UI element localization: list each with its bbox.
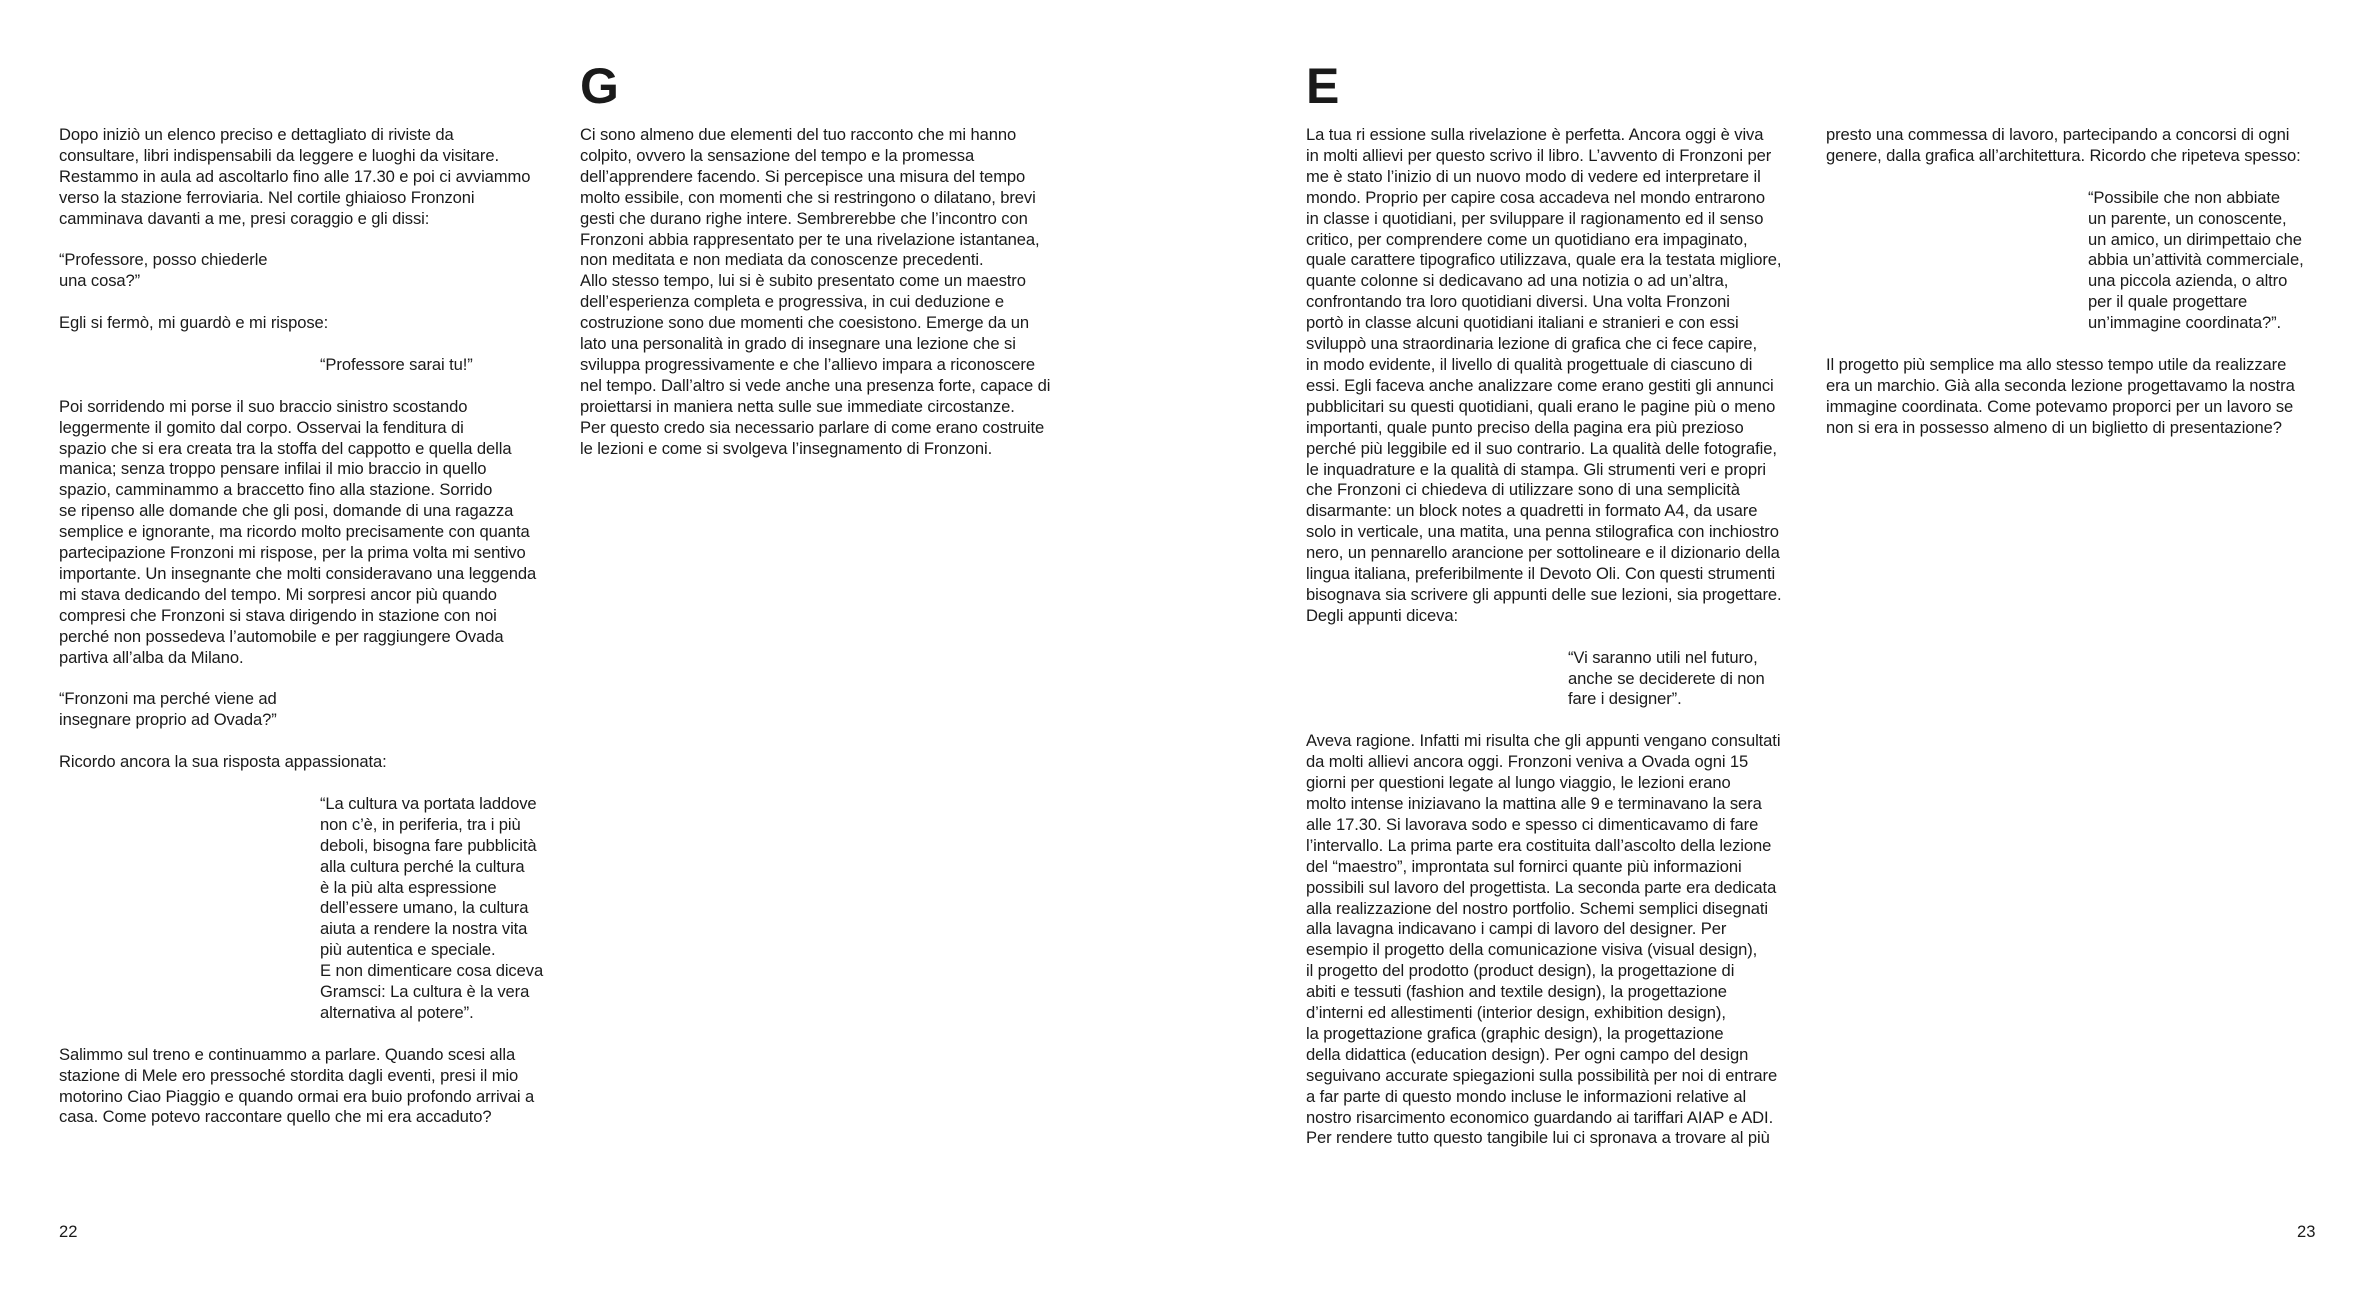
left-page-column-2 (580, 125, 1080, 480)
paragraph: presto una commessa di lavoro, partecipando a concorsi di ogni genere, dalla grafica all’architettura. Ricordo che ripeteva spesso: (1826, 125, 2301, 165)
paragraph: Il progetto più semplice ma allo stesso tempo utile da realizzare era un marchio. Già alla seconda lezione progettavamo la nostra immagine coordinata. Come potevamo proporci per un lavoro se non si era in possesso almeno di un biglietto di presentazione? (1826, 354, 2295, 437)
right-page-column-2 (1826, 125, 2326, 459)
paragraph: Ci sono almeno due elementi del tuo racconto che mi hanno colpito, ovvero la sensazione del tempo e la promessa dell’apprendere facendo. Si percepisce una misura del tempo molto essibile, con momenti che si restringono o dilatano, brevi gesti che durano righe intere. Sembrerebbe che l’incontro con Fronzoni abbia rappresentato per te una rivelazione istantanea, non meditata e non mediata da conoscenze precedenti. Allo stesso tempo, lui si è subito presentato come un maestro dell’esperienza completa e progressiva, in cui deduzione e costruzione sono due momenti che coesistono. Emerge da un lato una personalità in grado di insegnare una lezione che si sviluppa progressivamente e che l’allievo impara a riconoscere nel tempo. Dall’altro si vede anche una presenza forte, capace di proiettarsi in maniera netta sulle sue immediate circostanze. Per questo credo sia necessario parlare di come erano costruite le lezioni e come si svolgeva l’insegnamento di Fronzoni. (580, 125, 1051, 458)
paragraph: Poi sorridendo mi porse il suo braccio sinistro scostando leggermente il gomito dal corpo. Osservai la fenditura di spazio che si era creata tra la stoffa del cappotto e quella della manica; senza troppo pensare infilai il mio braccio in quello spazio, camminammo a braccetto fino alla stazione. Sorrido se ripenso alle domande che gli posi, domande di una ragazza semplice e ignorante, ma ricordo molto precisamente con quanta partecipazione Fronzoni mi rispose, per la prima volta mi sentivo importante. Un insegnante che molti consideravano una leggenda mi stava dedicando del tempo. Mi sorpresi ancor più quando compresi che Fronzoni si stava dirigendo in stazione con noi perché non possedeva l’automobile e per raggiungere Ovada partiva all’alba da Milano. (59, 396, 537, 667)
section-letter: G (580, 58, 619, 114)
paragraph: Dopo iniziò un elenco preciso e dettagliato di riviste da consultare, libri indispensabili da leggere e luoghi da visitare. Restammo in aula ad ascoltarlo fino alle 17.30 e poi ci avviammo verso la stazione ferroviaria. Nel cortile ghiaioso Fronzoni camminava davanti a me, presi coraggio e gli dissi: (59, 125, 531, 228)
paragraph: Salimmo sul treno e continuammo a parlare. Quando scesi alla stazione di Mele ero pressoché stordita dagli eventi, presi il mio motorino Ciao Piaggio e quando ormai era buio profondo arrivai a casa. Come potevo raccontare quello che mi era accaduto? (59, 1044, 535, 1127)
section-letter: E (1306, 58, 1340, 114)
paragraph: Aveva ragione. Infatti mi risulta che gli appunti vengano consultati da molti allievi ancora oggi. Fronzoni veniva a Ovada ogni 15 giorni per questioni legate al lungo viaggio, le lezioni erano molto intense iniziavano la mattina alle 9 e terminavano la sera alle 17.30. Si lavorava sodo e spesso ci dimenticavamo di fare l’intervallo. La prima parte era costituita dall’ascolto della lezione del “maestro”, improntata sul fornirci quante più informazioni possibili sul lavoro del progettista. La seconda parte era dedicata alla realizzazione del nostro portfolio. Schemi semplici disegnati alla lavagna indicavano i campi di lavoro del designer. Per esempio il progetto della comunicazione visiva (visual design), il progetto del prodotto (product design), la progettazione di abiti e tessuti (fashion and textile design), la progettazione d’interni ed allestimenti (interior design, exhibition design), la progettazione grafica (graphic design), la progettazione della didattica (education design). Per ogni campo del design seguivano accurate spiegazioni sulla possibilità per noi di entrare a far parte di questo mondo incluse le informazioni relative al nostro risarcimento economico guardando ai tariffari AIAP e ADI. Per rendere tutto questo tangibile lui ci spronava a trovare al più (1306, 731, 1781, 1148)
page-number: 23 (2297, 1222, 2316, 1241)
block-quote: “La cultura va portata laddove non c’è, in periferia, tra i più deboli, bisogna fare pubblicità alla cultura perché la cultura è la più alta espressione dell’essere umano, la cultura aiuta a rendere la nostra vita più autentica e speciale. E non dimenticare cosa diceva Gramsci: La cultura è la vera alternativa al potere”. (320, 793, 544, 1022)
paragraph: Egli si fermò, mi guardò e mi rispose: (59, 313, 329, 333)
right-page-column-1 (1306, 125, 1806, 1170)
page-number: 22 (59, 1222, 78, 1241)
block-quote: “Professore sarai tu!” (320, 354, 473, 374)
left-page-column-1 (59, 125, 559, 1149)
paragraph: Ricordo ancora la sua risposta appassionata: (59, 752, 387, 772)
block-quote: “Vi saranno utili nel futuro, anche se deciderete di non fare i designer”. (1568, 647, 1765, 709)
question: “Fronzoni ma perché viene ad insegnare proprio ad Ovada?” (59, 689, 277, 730)
question: “Professore, posso chiederle una cosa?” (59, 250, 268, 291)
paragraph: La tua ri essione sulla rivelazione è perfetta. Ancora oggi è viva in molti allievi per questo scrivo il libro. L’avvento di Fronzoni per me è stato l’inizio di un nuovo modo di vedere ed interpretare il mondo. Proprio per capire cosa accadeva nel mondo entrarono in classe i quotidiani, per sviluppare il ragionamento ed il senso critico, per comprendere come un quotidiano era impaginato, quale carattere tipografico utilizzava, quale era la testata migliore, quante colonne si dedicavano ad una notizia o ad un’altra, confrontando tra loro quotidiani diversi. Una volta Fronzoni portò in classe alcuni quotidiani italiani e stranieri e con essi sviluppò una straordinaria lezione di grafica che ci fece capire, in modo evidente, il livello di qualità progettuale di ciascuno di essi. Egli faceva anche analizzare come erano gestiti gli annunci pubblicitari su questi quotidiani, quali erano le pagine più o meno importanti, quale punto preciso della pagina era più prezioso perché più leggibile ed il suo contrario. La qualità delle fotografie, le inquadrature e la qualità di stampa. Gli strumenti veri e propri che Fronzoni ci chiedeva di utilizzare sono di una semplicità disarmante: un block notes a quadretti in formato A4, da usare solo in verticale, una matita, una penna stilografica con inchiostro nero, un pennarello arancione per sottolineare e il dizionario della lingua italiana, preferibilmente il Devoto Oli. Con questi strumenti bisognava sia scrivere gli appunti delle sue lezioni, sia progettare. Degli appunti diceva: (1306, 125, 1782, 625)
block-quote: “Possibile che non abbiate un parente, un conoscente, un amico, un dirimpettaio che abbia un’attività commerciale, una piccola azienda, o altro per il quale progettare un’immagine coordinata?”. (2088, 187, 2304, 333)
right-page (1181, 0, 2362, 1299)
